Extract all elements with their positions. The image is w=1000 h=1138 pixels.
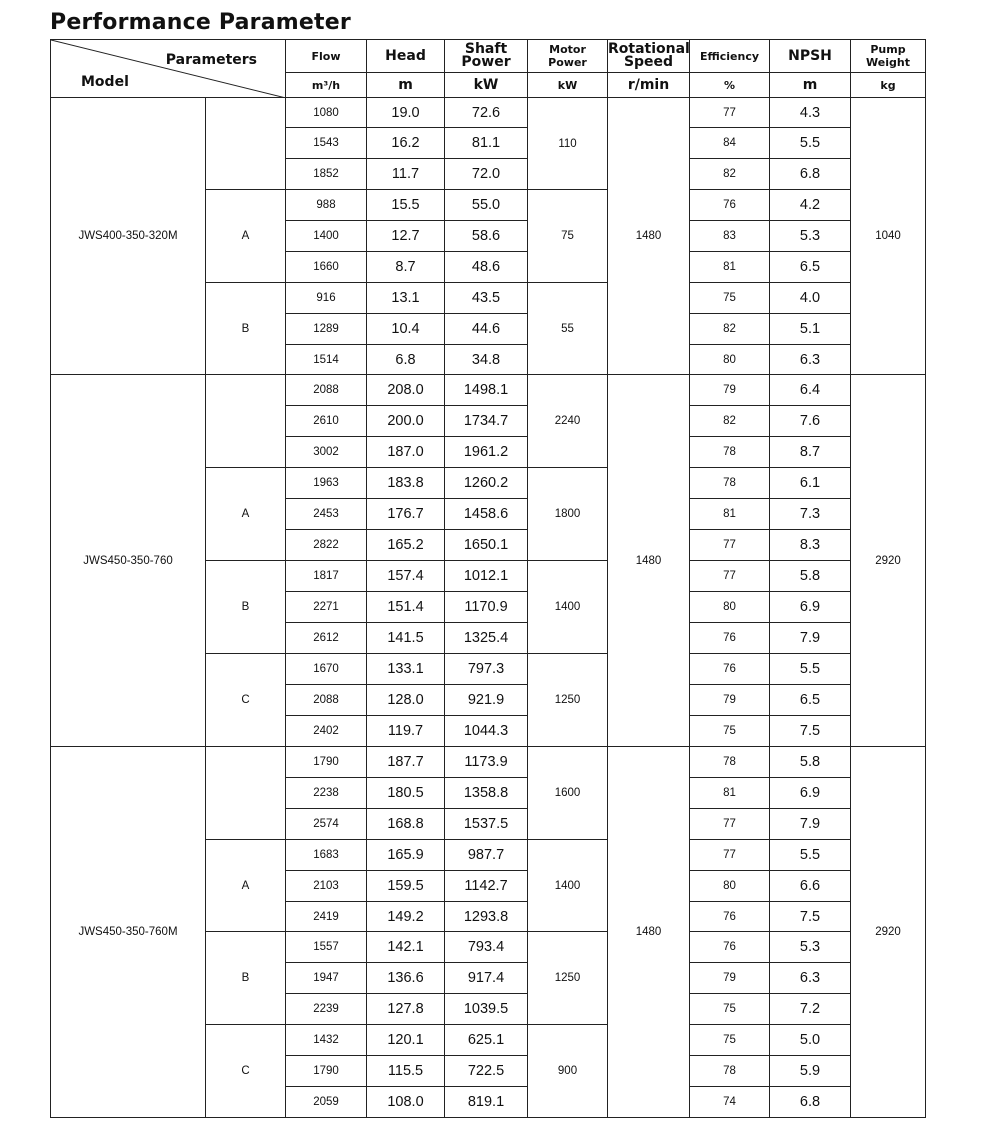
- shaft-power-value: 987.7: [445, 840, 528, 871]
- npsh-value: 4.3: [770, 98, 851, 128]
- npsh-value: 6.9: [770, 778, 851, 809]
- header-corner-cell: [51, 40, 286, 98]
- head-value: 133.1: [367, 654, 445, 685]
- head-value: 208.0: [367, 375, 445, 406]
- flow-value: 1289: [286, 314, 367, 345]
- motor-power-value: 1250: [528, 654, 608, 747]
- variant-label: B: [206, 932, 286, 1025]
- column-header: Head: [367, 40, 445, 73]
- column-header: Shaft Power: [445, 40, 528, 73]
- head-value: 187.7: [367, 747, 445, 778]
- variant-label: [206, 747, 286, 840]
- flow-value: 2402: [286, 716, 367, 747]
- efficiency-value: 82: [690, 314, 770, 345]
- flow-value: 1963: [286, 468, 367, 499]
- head-value: 16.2: [367, 128, 445, 159]
- shaft-power-value: 58.6: [445, 221, 528, 252]
- efficiency-value: 81: [690, 252, 770, 283]
- efficiency-value: 79: [690, 375, 770, 406]
- shaft-power-value: 1170.9: [445, 592, 528, 623]
- head-value: 142.1: [367, 932, 445, 963]
- npsh-value: 5.1: [770, 314, 851, 345]
- npsh-value: 4.2: [770, 190, 851, 221]
- head-value: 187.0: [367, 437, 445, 468]
- motor-power-value: 55: [528, 283, 608, 375]
- efficiency-value: 76: [690, 902, 770, 932]
- shaft-power-value: 44.6: [445, 314, 528, 345]
- npsh-value: 6.5: [770, 685, 851, 716]
- motor-power-value: 2240: [528, 375, 608, 468]
- head-value: 151.4: [367, 592, 445, 623]
- efficiency-value: 77: [690, 809, 770, 840]
- shaft-power-value: 1458.6: [445, 499, 528, 530]
- npsh-value: 7.5: [770, 716, 851, 747]
- shaft-power-value: 917.4: [445, 963, 528, 994]
- head-value: 176.7: [367, 499, 445, 530]
- shaft-power-value: 1293.8: [445, 902, 528, 932]
- shaft-power-value: 921.9: [445, 685, 528, 716]
- flow-value: 2088: [286, 375, 367, 406]
- npsh-value: 7.9: [770, 623, 851, 654]
- efficiency-value: 78: [690, 747, 770, 778]
- shaft-power-value: 43.5: [445, 283, 528, 314]
- column-unit: m: [770, 73, 851, 98]
- npsh-value: 4.0: [770, 283, 851, 314]
- page-title: Performance Parameter: [50, 10, 351, 35]
- model-name: JWS450-350-760: [51, 375, 206, 747]
- efficiency-value: 84: [690, 128, 770, 159]
- shaft-power-value: 819.1: [445, 1087, 528, 1118]
- shaft-power-value: 1260.2: [445, 468, 528, 499]
- head-value: 13.1: [367, 283, 445, 314]
- npsh-value: 5.9: [770, 1056, 851, 1087]
- efficiency-value: 75: [690, 994, 770, 1025]
- flow-value: 2059: [286, 1087, 367, 1118]
- pump-weight-value: 2920: [851, 375, 926, 747]
- efficiency-value: 78: [690, 468, 770, 499]
- shaft-power-value: 1358.8: [445, 778, 528, 809]
- efficiency-value: 80: [690, 345, 770, 375]
- motor-power-value: 1400: [528, 840, 608, 932]
- rotational-speed-value: 1480: [608, 747, 690, 1118]
- shaft-power-value: 1537.5: [445, 809, 528, 840]
- efficiency-value: 76: [690, 932, 770, 963]
- flow-value: 1790: [286, 747, 367, 778]
- variant-label: [206, 375, 286, 468]
- efficiency-value: 82: [690, 406, 770, 437]
- npsh-value: 6.9: [770, 592, 851, 623]
- npsh-value: 8.7: [770, 437, 851, 468]
- head-value: 12.7: [367, 221, 445, 252]
- motor-power-value: 110: [528, 98, 608, 190]
- flow-value: 1790: [286, 1056, 367, 1087]
- variant-label: A: [206, 840, 286, 932]
- head-value: 15.5: [367, 190, 445, 221]
- flow-value: 1080: [286, 98, 367, 128]
- shaft-power-value: 1325.4: [445, 623, 528, 654]
- flow-value: 2088: [286, 685, 367, 716]
- npsh-value: 5.5: [770, 128, 851, 159]
- shaft-power-value: 1650.1: [445, 530, 528, 561]
- head-value: 6.8: [367, 345, 445, 375]
- npsh-value: 5.0: [770, 1025, 851, 1056]
- efficiency-value: 75: [690, 716, 770, 747]
- npsh-value: 5.8: [770, 561, 851, 592]
- column-unit: m³/h: [286, 73, 367, 98]
- efficiency-value: 80: [690, 871, 770, 902]
- flow-value: 2419: [286, 902, 367, 932]
- efficiency-value: 78: [690, 1056, 770, 1087]
- column-unit: kg: [851, 73, 926, 98]
- npsh-value: 7.6: [770, 406, 851, 437]
- head-value: 10.4: [367, 314, 445, 345]
- npsh-value: 5.3: [770, 221, 851, 252]
- variant-label: B: [206, 561, 286, 654]
- flow-value: 2612: [286, 623, 367, 654]
- head-value: 108.0: [367, 1087, 445, 1118]
- flow-value: 2610: [286, 406, 367, 437]
- efficiency-value: 77: [690, 98, 770, 128]
- flow-value: 916: [286, 283, 367, 314]
- efficiency-value: 75: [690, 283, 770, 314]
- head-value: 127.8: [367, 994, 445, 1025]
- shaft-power-value: 1961.2: [445, 437, 528, 468]
- npsh-value: 6.8: [770, 159, 851, 190]
- parameters-label: Parameters: [165, 52, 257, 68]
- efficiency-value: 78: [690, 437, 770, 468]
- shaft-power-value: 1044.3: [445, 716, 528, 747]
- model-label: Model: [81, 74, 129, 90]
- head-value: 165.2: [367, 530, 445, 561]
- npsh-value: 5.3: [770, 932, 851, 963]
- flow-value: 2239: [286, 994, 367, 1025]
- flow-value: 1852: [286, 159, 367, 190]
- shaft-power-value: 1498.1: [445, 375, 528, 406]
- head-value: 119.7: [367, 716, 445, 747]
- npsh-value: 6.5: [770, 252, 851, 283]
- shaft-power-value: 793.4: [445, 932, 528, 963]
- flow-value: 1400: [286, 221, 367, 252]
- model-name: JWS400-350-320M: [51, 98, 206, 375]
- efficiency-value: 76: [690, 190, 770, 221]
- table-row: [51, 747, 926, 778]
- column-unit: m: [367, 73, 445, 98]
- efficiency-value: 80: [690, 592, 770, 623]
- column-unit: %: [690, 73, 770, 98]
- efficiency-value: 83: [690, 221, 770, 252]
- shaft-power-value: 48.6: [445, 252, 528, 283]
- table-header: [51, 40, 926, 98]
- npsh-value: 6.6: [770, 871, 851, 902]
- head-value: 149.2: [367, 902, 445, 932]
- shaft-power-value: 722.5: [445, 1056, 528, 1087]
- npsh-value: 5.5: [770, 840, 851, 871]
- flow-value: 1947: [286, 963, 367, 994]
- column-header: Motor Power: [528, 40, 608, 73]
- npsh-value: 7.3: [770, 499, 851, 530]
- efficiency-value: 77: [690, 530, 770, 561]
- column-unit: kW: [445, 73, 528, 98]
- npsh-value: 6.4: [770, 375, 851, 406]
- motor-power-value: 1250: [528, 932, 608, 1025]
- table-row: [51, 98, 926, 128]
- flow-value: 1514: [286, 345, 367, 375]
- pump-weight-value: 2920: [851, 747, 926, 1118]
- shaft-power-value: 1039.5: [445, 994, 528, 1025]
- flow-value: 2103: [286, 871, 367, 902]
- npsh-value: 5.8: [770, 747, 851, 778]
- efficiency-value: 79: [690, 685, 770, 716]
- npsh-value: 6.3: [770, 963, 851, 994]
- head-value: 120.1: [367, 1025, 445, 1056]
- column-unit: r/min: [608, 73, 690, 98]
- variant-label: C: [206, 1025, 286, 1118]
- flow-value: 2453: [286, 499, 367, 530]
- flow-value: 1817: [286, 561, 367, 592]
- model-name: JWS450-350-760M: [51, 747, 206, 1118]
- head-value: 180.5: [367, 778, 445, 809]
- npsh-value: 6.8: [770, 1087, 851, 1118]
- npsh-value: 6.1: [770, 468, 851, 499]
- variant-label: C: [206, 654, 286, 747]
- efficiency-value: 76: [690, 654, 770, 685]
- head-value: 168.8: [367, 809, 445, 840]
- flow-value: 2822: [286, 530, 367, 561]
- head-value: 183.8: [367, 468, 445, 499]
- motor-power-value: 1800: [528, 468, 608, 561]
- shaft-power-value: 797.3: [445, 654, 528, 685]
- column-unit: kW: [528, 73, 608, 98]
- head-value: 157.4: [367, 561, 445, 592]
- npsh-value: 7.2: [770, 994, 851, 1025]
- head-value: 159.5: [367, 871, 445, 902]
- efficiency-value: 77: [690, 840, 770, 871]
- flow-value: 1557: [286, 932, 367, 963]
- head-value: 8.7: [367, 252, 445, 283]
- shaft-power-value: 55.0: [445, 190, 528, 221]
- efficiency-value: 76: [690, 623, 770, 654]
- npsh-value: 5.5: [770, 654, 851, 685]
- flow-value: 1543: [286, 128, 367, 159]
- flow-value: 3002: [286, 437, 367, 468]
- head-value: 141.5: [367, 623, 445, 654]
- efficiency-value: 75: [690, 1025, 770, 1056]
- shaft-power-value: 72.6: [445, 98, 528, 128]
- performance-table: [50, 39, 925, 1110]
- shaft-power-value: 1142.7: [445, 871, 528, 902]
- flow-value: 1432: [286, 1025, 367, 1056]
- flow-value: 1660: [286, 252, 367, 283]
- shaft-power-value: 81.1: [445, 128, 528, 159]
- flow-value: 1683: [286, 840, 367, 871]
- flow-value: 2271: [286, 592, 367, 623]
- table-row: [51, 375, 926, 406]
- npsh-value: 7.9: [770, 809, 851, 840]
- variant-label: A: [206, 468, 286, 561]
- motor-power-value: 1600: [528, 747, 608, 840]
- flow-value: 2574: [286, 809, 367, 840]
- variant-label: B: [206, 283, 286, 375]
- efficiency-value: 81: [690, 499, 770, 530]
- rotational-speed-value: 1480: [608, 98, 690, 375]
- head-value: 200.0: [367, 406, 445, 437]
- shaft-power-value: 1012.1: [445, 561, 528, 592]
- variant-label: A: [206, 190, 286, 283]
- shaft-power-value: 625.1: [445, 1025, 528, 1056]
- head-value: 11.7: [367, 159, 445, 190]
- motor-power-value: 900: [528, 1025, 608, 1118]
- pump-weight-value: 1040: [851, 98, 926, 375]
- npsh-value: 8.3: [770, 530, 851, 561]
- column-header: NPSH: [770, 40, 851, 73]
- column-header: Efficiency: [690, 40, 770, 73]
- efficiency-value: 79: [690, 963, 770, 994]
- column-header: Flow: [286, 40, 367, 73]
- shaft-power-value: 34.8: [445, 345, 528, 375]
- npsh-value: 6.3: [770, 345, 851, 375]
- head-value: 165.9: [367, 840, 445, 871]
- variant-label: [206, 98, 286, 190]
- head-value: 115.5: [367, 1056, 445, 1087]
- rotational-speed-value: 1480: [608, 375, 690, 747]
- efficiency-value: 81: [690, 778, 770, 809]
- shaft-power-value: 1734.7: [445, 406, 528, 437]
- motor-power-value: 1400: [528, 561, 608, 654]
- efficiency-value: 82: [690, 159, 770, 190]
- efficiency-value: 74: [690, 1087, 770, 1118]
- npsh-value: 7.5: [770, 902, 851, 932]
- flow-value: 1670: [286, 654, 367, 685]
- head-value: 19.0: [367, 98, 445, 128]
- motor-power-value: 75: [528, 190, 608, 283]
- head-value: 128.0: [367, 685, 445, 716]
- column-header: Rotational Speed: [608, 40, 690, 73]
- flow-value: 988: [286, 190, 367, 221]
- flow-value: 2238: [286, 778, 367, 809]
- column-header: Pump Weight: [851, 40, 926, 73]
- head-value: 136.6: [367, 963, 445, 994]
- efficiency-value: 77: [690, 561, 770, 592]
- shaft-power-value: 1173.9: [445, 747, 528, 778]
- shaft-power-value: 72.0: [445, 159, 528, 190]
